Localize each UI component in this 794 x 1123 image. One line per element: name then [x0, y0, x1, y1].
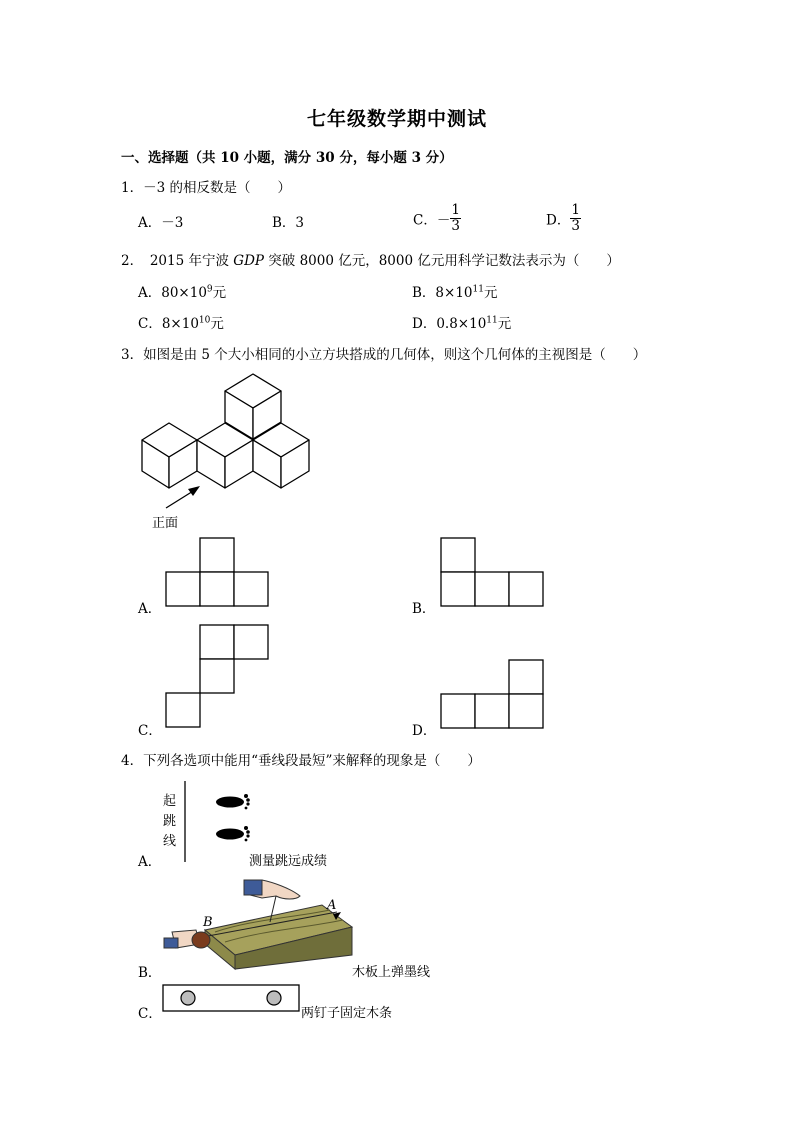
q2-a-exponent: 9: [206, 284, 213, 295]
q2-b-exponent: 11: [472, 284, 484, 295]
q1-option-c-label: C．－: [413, 212, 451, 229]
fraction-denominator: 3: [451, 218, 460, 234]
footprint-icon: [216, 826, 250, 841]
page-title: 七年级数学期中测试: [306, 108, 487, 130]
arrow-head-icon: [188, 486, 200, 496]
fraction-denominator: 3: [571, 218, 580, 234]
q3-option-a-figure: [166, 538, 268, 606]
question-3-stem: 3．如图是由 5 个大小相同的小立方块搭成的几何体，则这个几何体的主视图是（ ）: [121, 347, 647, 363]
q2-d-base: D．0.8×10: [412, 316, 487, 332]
q2-b-base: B．8×10: [412, 285, 473, 301]
label-char: 跳: [163, 814, 177, 829]
footprint-icon: [216, 794, 250, 809]
q4-option-c-caption: 两钉子固定木条: [301, 1006, 393, 1021]
q1-option-a: A．－3: [138, 215, 184, 231]
section-heading: 一、选择题（共 10 小题，满分 30 分，每小题 3 分）: [121, 150, 453, 166]
label-char: 线: [163, 834, 177, 849]
q3-option-b-figure: [441, 538, 543, 606]
q3-option-d-figure: [441, 660, 543, 728]
q2-stem-gdp: GDP: [233, 253, 264, 269]
q3-option-d: D．: [412, 723, 437, 739]
wood-strip-illustration: [163, 985, 299, 1011]
q1-option-d-label: D．: [546, 212, 571, 229]
question-1-stem: 1．－3 的相反数是（ ）: [121, 180, 291, 196]
q3-option-c-figure: [166, 625, 268, 727]
fraction-numerator: 1: [571, 202, 580, 218]
q4-option-a-caption: 测量跳远成绩: [249, 854, 328, 869]
label-char: 起: [163, 794, 177, 809]
q4-option-b-caption: 木板上弹墨线: [352, 965, 431, 980]
q2-c-base: C．8×10: [138, 316, 199, 332]
point-b-label: B: [203, 915, 213, 930]
point-a-label: A: [327, 898, 337, 913]
q2-c-exponent: 10: [198, 315, 211, 326]
q3-option-c: C．: [138, 723, 162, 739]
q2-d-exponent: 11: [486, 315, 498, 326]
q2-stem-part: 突破 8000 亿元，8000 亿元用科学记数法表示为（ ）: [263, 253, 620, 269]
takeoff-line-label: [163, 792, 176, 852]
q4-option-c: C．: [138, 1006, 162, 1022]
q4-option-b: B．: [138, 965, 162, 981]
nail-icon: [267, 991, 281, 1005]
q2-a-base: A．80×10: [138, 285, 207, 301]
front-view-label: 正面: [152, 516, 179, 531]
q3-option-a: A．: [138, 601, 162, 617]
q2-b-unit: 元: [483, 285, 498, 301]
q2-c-unit: 元: [210, 316, 224, 332]
q1-option-b: B．3: [272, 215, 305, 231]
q2-stem-part: 2． 2015 年宁波: [121, 253, 234, 269]
q4-option-a: A．: [138, 854, 162, 870]
question-4-stem: 4．下列各选项中能用“垂线段最短”来解释的现象是（ ）: [121, 753, 481, 769]
cube: [142, 423, 197, 488]
wood-plank-illustration: [164, 880, 352, 969]
q2-a-unit: 元: [212, 285, 227, 301]
nail-icon: [181, 991, 195, 1005]
fraction-numerator: 1: [451, 202, 460, 218]
q3-option-b: B．: [412, 601, 436, 617]
q2-d-unit: 元: [497, 316, 512, 332]
